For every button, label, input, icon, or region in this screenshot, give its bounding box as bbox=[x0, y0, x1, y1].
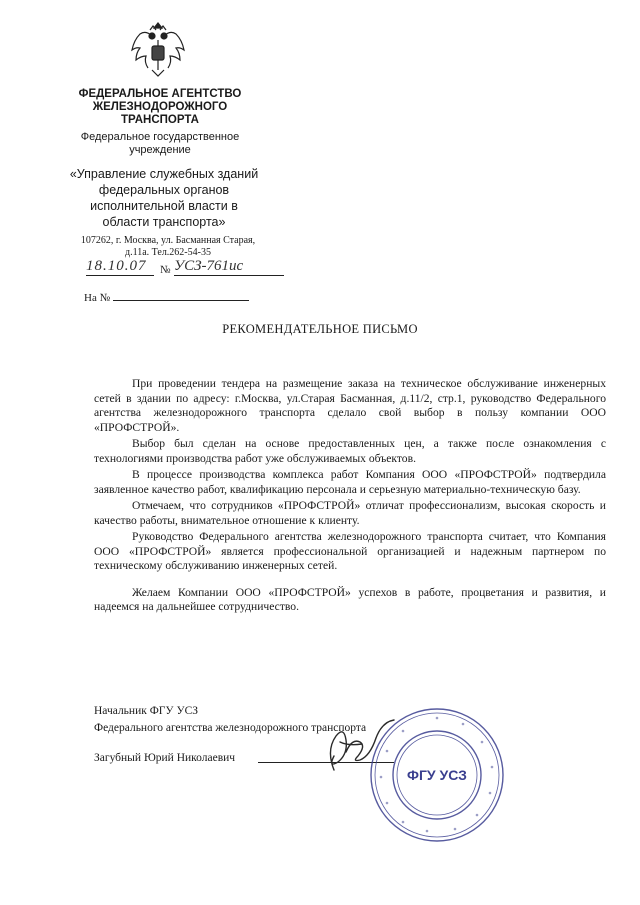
agency-name bbox=[60, 88, 260, 127]
department-line: исполнительной власти в bbox=[90, 199, 238, 213]
institution-line: Федеральное государственное bbox=[80, 131, 240, 143]
registration-line bbox=[84, 258, 294, 282]
department-line: «Управление служебных зданий bbox=[69, 167, 259, 181]
department-line: области транспорта» bbox=[102, 215, 226, 229]
agency-line: ФЕДЕРАЛЬНОЕ АГЕНТСТВО bbox=[78, 88, 242, 100]
paragraph: Выбор был сделан на основе предоставленных цен, а также после ознакомления с технологиями производства работ уже обслуживаемых объектов. bbox=[94, 437, 606, 465]
department-name bbox=[60, 166, 268, 230]
paragraph: В процессе производства комплекса работ Компания ООО «ПРОФСТРОЙ» подтвердила заявленное качество работ, квалификацию персонала и серьезную материально-техническую базу. bbox=[94, 468, 606, 496]
reply-reference-label: На № bbox=[84, 292, 111, 304]
agency-line: ЖЕЛЕЗНОДОРОЖНОГО bbox=[92, 101, 228, 113]
registration-date: 18.10.07 bbox=[86, 258, 154, 276]
reply-reference-blank bbox=[113, 290, 249, 301]
signer-name: Загубный Юрий Николаевич bbox=[94, 752, 236, 764]
stamp-center-text: ФГУ УСЗ bbox=[407, 767, 467, 783]
signer-position-line: Федерального агентства железнодорожного транспорта bbox=[94, 722, 367, 734]
paragraph: Руководство Федерального агентства железнодорожного транспорта считает, что Компания ООО «ПРОФСТРОЙ» является профессиональной организацией и надежным партнером по техническому обслуживанию инженерных сетей. bbox=[94, 530, 606, 572]
letter-title: РЕКОМЕНДАТЕЛЬНОЕ ПИСЬМО bbox=[222, 322, 418, 336]
registration-number-label: № bbox=[160, 264, 171, 276]
institution-line: учреждение bbox=[129, 144, 191, 156]
state-emblem-icon bbox=[130, 22, 186, 82]
paragraph: Отмечаем, что сотрудников «ПРОФСТРОЙ» отличат профессионализм, высокая скорость и качество работы, внимательное отношение к клиенту. bbox=[94, 499, 606, 527]
address-line: 107262, г. Москва, ул. Басманная Старая, bbox=[80, 235, 256, 246]
paragraph: При проведении тендера на размещение заказа на техническое обслуживание инженерных сетей в здании по адресу: г.Москва, ул.Старая Басманная, д.11/2, стр.1, руководство Федерального агентства железнодорожного транспорта сделало свой выбор в пользу компании ООО «ПРОФСТРОЙ». bbox=[94, 377, 606, 434]
agency-line: ТРАНСПОРТА bbox=[121, 114, 199, 126]
paragraph: Желаем Компании ООО «ПРОФСТРОЙ» успехов в работе, процветания и развития, и надеемся на дальнейшее сотрудничество. bbox=[94, 585, 606, 613]
reply-reference-line bbox=[84, 290, 254, 304]
official-stamp-icon bbox=[367, 705, 507, 845]
registration-number: УСЗ-761ис bbox=[174, 258, 284, 276]
address bbox=[70, 235, 266, 259]
letter-body bbox=[94, 377, 606, 617]
address-line: д.11а. Тел.262-54-35 bbox=[125, 247, 211, 258]
institution-type bbox=[60, 131, 260, 157]
signer-position-line: Начальник ФГУ УСЗ bbox=[94, 705, 199, 717]
department-line: федеральных органов bbox=[98, 183, 230, 197]
